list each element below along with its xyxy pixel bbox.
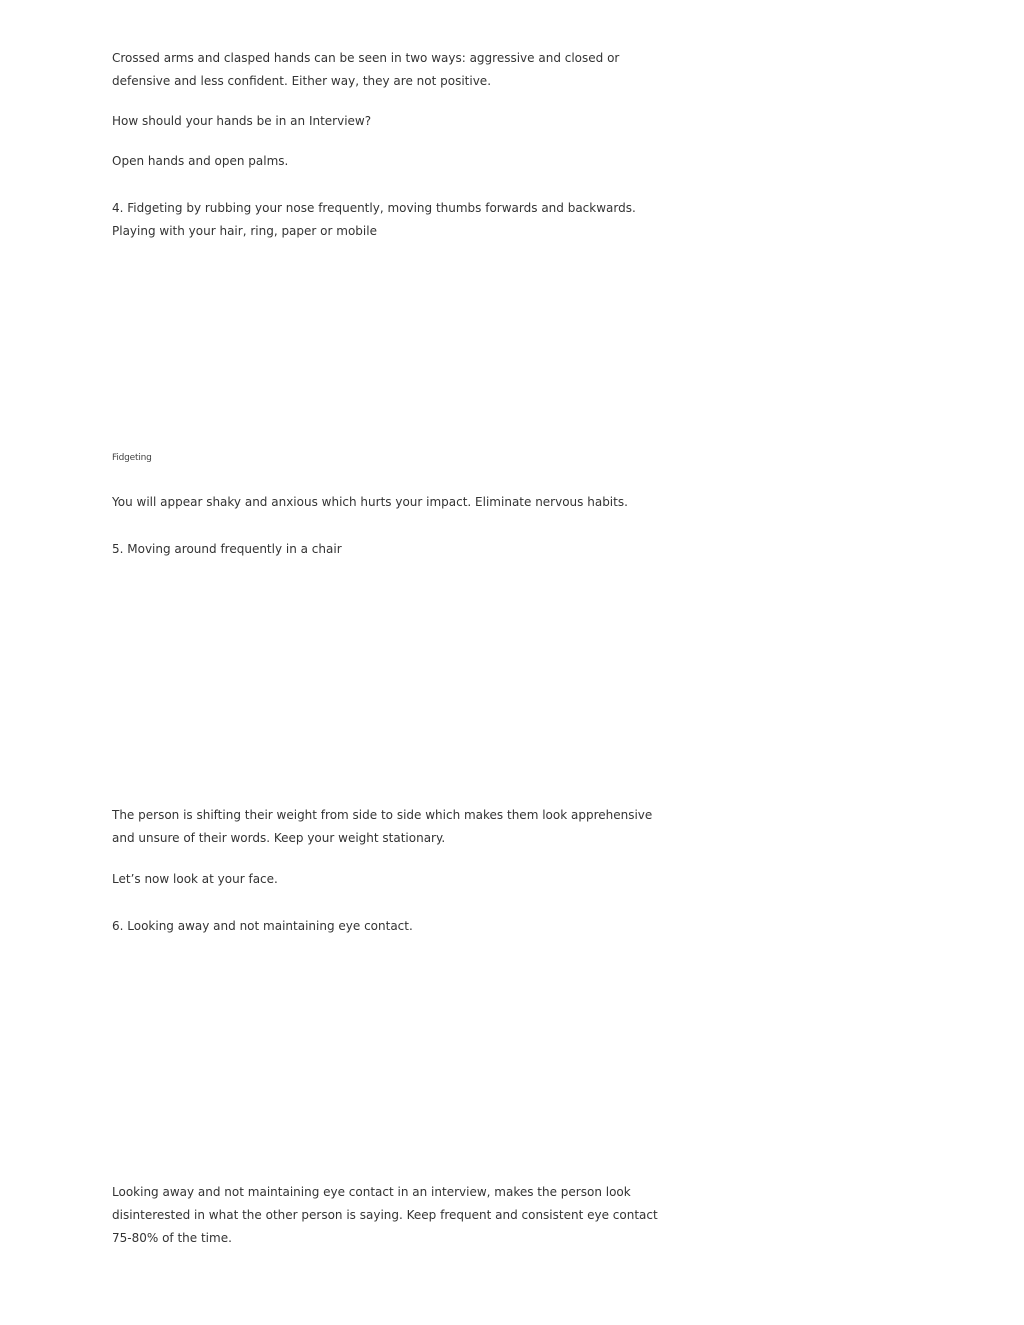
heading-moving-chair: 5. Moving around frequently in a chair [112, 542, 342, 556]
moving-chair-image-area [112, 570, 660, 795]
fidgeting-image-area [112, 250, 660, 445]
paragraph-crossed-arms: Crossed arms and clasped hands can be seen in two ways: aggressive and closed or defensive and less confident. Either way, they are not positive. [112, 51, 620, 88]
paragraph-face-intro: Let’s now look at your face. [112, 872, 278, 886]
paragraph-fidgeting: You will appear shaky and anxious which hurts your impact. Eliminate nervous habits. [112, 495, 628, 509]
paragraph-eye-contact: Looking away and not maintaining eye contact in an interview, makes the person look disinterested in what the other person is saying. Keep frequent and consistent eye contact 75-80% of the time. [112, 1185, 658, 1245]
heading-eye-contact: 6. Looking away and not maintaining eye contact. [112, 919, 413, 933]
eye-contact-image-area [112, 947, 660, 1172]
paragraph-moving-chair: The person is shifting their weight from side to side which makes them look apprehensive and unsure of their words. Keep your weight stationary. [112, 808, 653, 845]
caption-fidgeting: Fidgeting [112, 453, 152, 463]
heading-fidgeting: 4. Fidgeting by rubbing your nose frequently, moving thumbs forwards and backwards. Playing with your hair, ring, paper or mobile [112, 201, 636, 238]
paragraph-hands-answer: Open hands and open palms. [112, 154, 289, 168]
paragraph-hands-question: How should your hands be in an Interview? [112, 114, 372, 128]
